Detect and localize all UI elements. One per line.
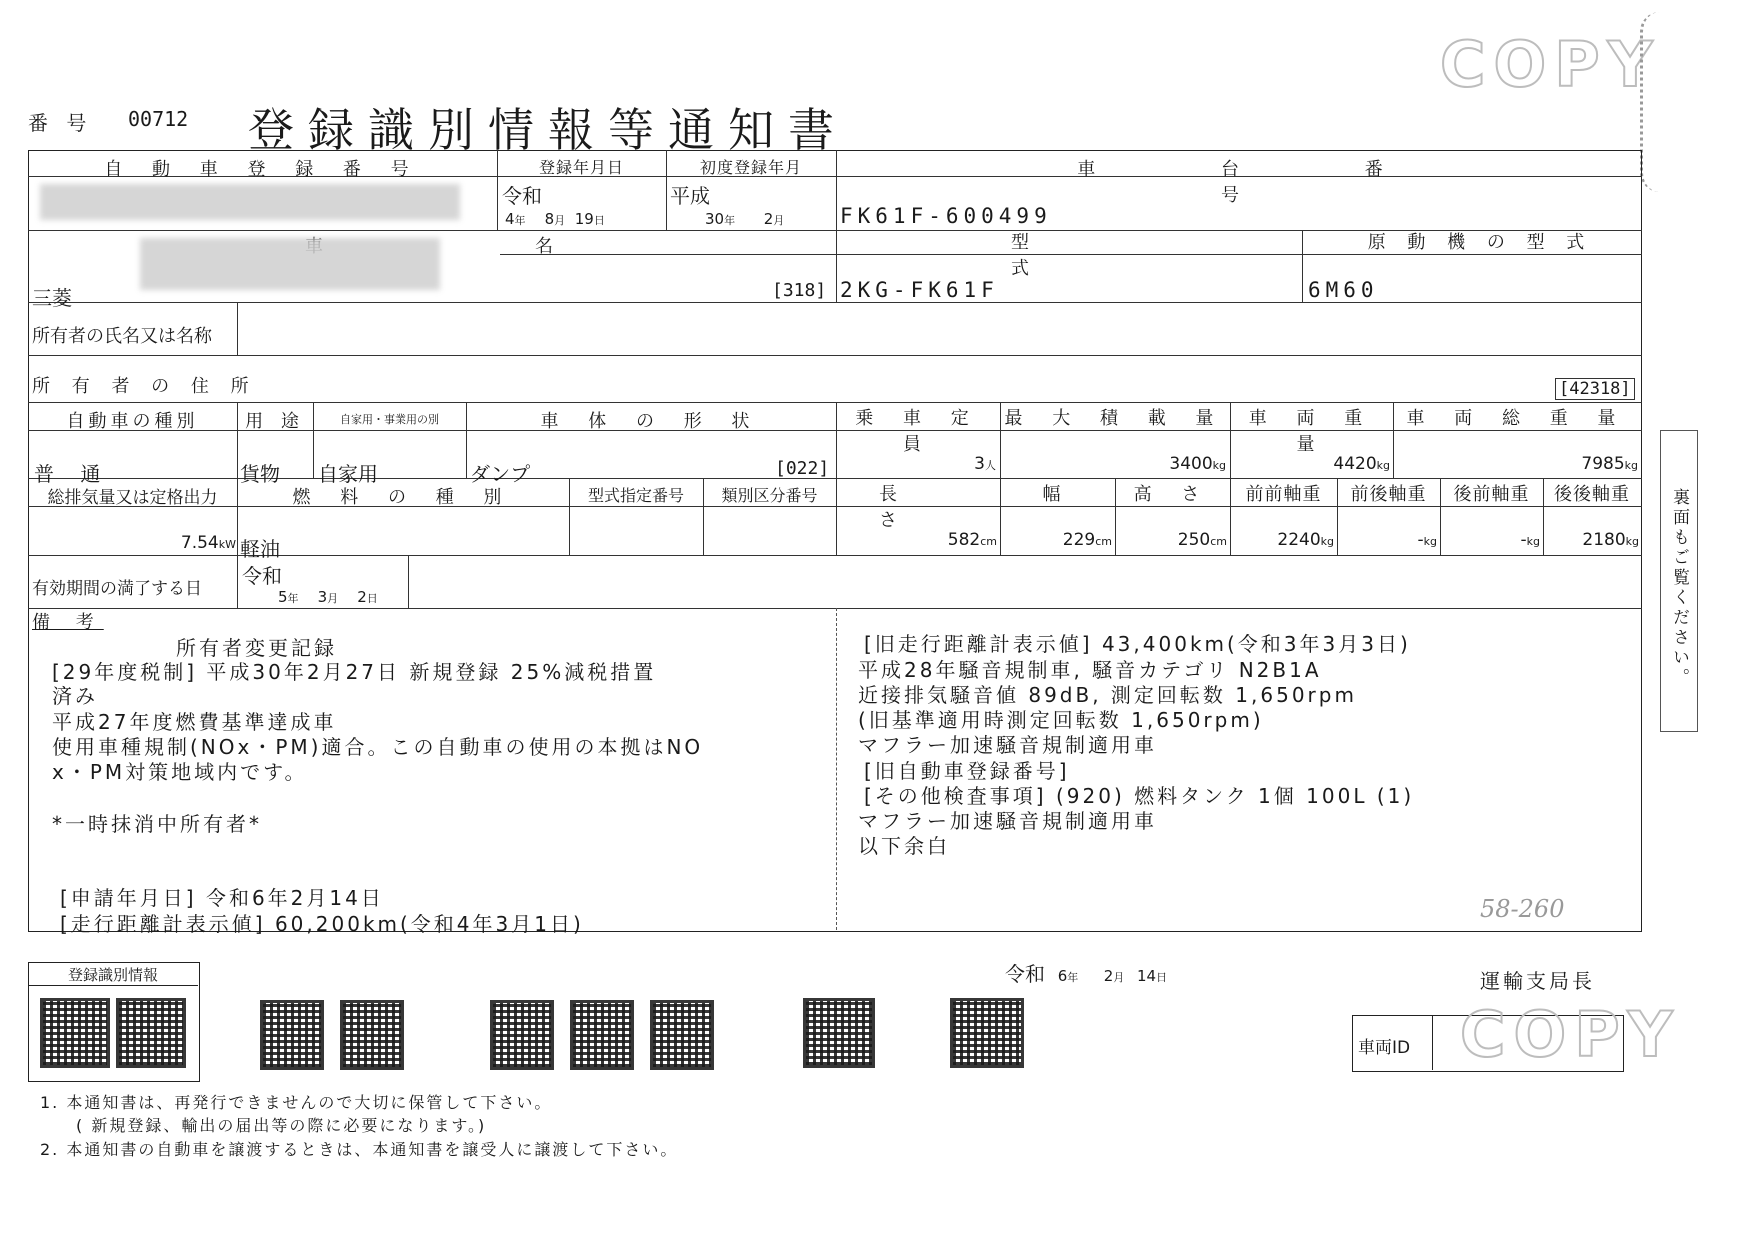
remarks-right-line-2: 近接排気騒音値 89dB, 測定回転数 1,650rpm — [858, 683, 1357, 707]
model-value: 2KG-FK61F — [840, 278, 999, 302]
rear-front-axle-header: 後前軸重 — [1453, 484, 1530, 505]
qr-code-8 — [803, 998, 875, 1068]
qr-code-2 — [116, 998, 186, 1068]
gross-weight-header: 車 両 総 重 量 — [1406, 408, 1628, 429]
remarks-right-line-4: マフラー加速騒音規制適用車 — [858, 733, 1157, 757]
footer-note-1: ( 新規登録、輸出の届出等の際に必要になります。) — [76, 1116, 487, 1135]
qr-code-7 — [650, 1000, 714, 1070]
first-reg-header: 初度登録年月 — [699, 158, 802, 177]
height-value: 250cm — [1177, 530, 1227, 550]
car-name-header-2: 名 — [535, 236, 565, 257]
remarks-right-line-6: [その他検査事項] (920) 燃料タンク 1個 100L (1) — [864, 784, 1415, 808]
qr-info-label: 登録識別情報 — [28, 964, 198, 986]
rear-rear-axle-value: 2180kg — [1582, 530, 1639, 550]
footer-note-2: 2. 本通知書の自動車を譲渡するときは、本通知書を譲受人に譲渡して下さい。 — [40, 1140, 679, 1159]
engine-model-value: 6M60 — [1308, 278, 1379, 302]
use-value: 貨物 — [240, 462, 280, 486]
owner-address-code: [42318] — [1555, 378, 1635, 400]
reg-date-era: 令和 — [502, 184, 542, 208]
remarks-left-line-5: x・PM対策地域内です。 — [52, 760, 308, 784]
body-shape-header: 車 体 の 形 状 — [540, 411, 762, 432]
remarks-label: 備 考 — [32, 612, 104, 633]
first-reg-era: 平成 — [670, 184, 710, 208]
decorative-border-ornament — [1640, 12, 1679, 192]
capacity-value: 3人 — [974, 454, 996, 474]
vehicle-id-label: 車両ID — [1358, 1038, 1411, 1058]
reg-number-header: 自 動 車 登 録 番 号 — [104, 159, 421, 180]
vehicle-kind-header: 自動車の種別 — [66, 411, 199, 432]
width-value: 229cm — [1062, 530, 1112, 550]
displacement-header: 総排気量又は定格出力 — [47, 488, 218, 508]
rear-rear-axle-header: 後後軸重 — [1554, 484, 1630, 505]
remarks-left-line-1: [29年度税制] 平成30年2月27日 新規登録 25%減税措置 — [52, 660, 657, 684]
front-rear-axle-header: 前後軸重 — [1350, 484, 1427, 505]
remarks-left-line-2: 済み — [52, 684, 98, 708]
page-title: 登録識別情報等通知書 — [248, 103, 848, 157]
length-header: 長 さ — [879, 484, 957, 531]
height-header: 高 さ — [1133, 484, 1212, 505]
number-label: 番 号 — [28, 111, 93, 135]
redacted-car-name — [140, 238, 440, 290]
private-value: 自家用 — [318, 462, 378, 486]
remarks-left-line-4: 使用車種規制(NOx・PM)適合。この自動車の使用の本拠はNO — [52, 735, 704, 759]
remarks-right-line-7: マフラー加速騒音規制適用車 — [858, 809, 1157, 833]
type-designation-header: 型式指定番号 — [587, 486, 684, 505]
chassis-number: FK61F-600499 — [840, 204, 1052, 228]
reg-date-header: 登録年月日 — [538, 158, 624, 177]
remarks-right-line-3: (旧基準適用時測定回転数 1,650rpm) — [858, 708, 1264, 732]
remarks-right-line-1: 平成28年騒音規制車, 騒音カテゴリ N2B1A — [858, 658, 1322, 682]
owner-address-label: 所 有 者 の 住 所 — [32, 376, 257, 397]
first-reg-value: 30年 2月 — [705, 210, 785, 228]
model-header: 型 式 — [1011, 232, 1149, 279]
issue-date: 令和 6年 2月 14日 — [1005, 962, 1168, 986]
body-shape-code: [022] — [775, 458, 830, 479]
qr-code-9 — [950, 998, 1024, 1068]
copy-watermark-bottom: COPY — [1460, 998, 1681, 1071]
remarks-right-line-8: 以下余白 — [858, 834, 950, 858]
capacity-header: 乗 車 定 員 — [855, 408, 981, 455]
rear-front-axle-value: -kg — [1520, 530, 1540, 550]
gross-weight-value: 7985kg — [1581, 454, 1638, 474]
handwritten-note: 58-260 — [1480, 895, 1565, 923]
vehicle-weight-header: 車 両 重 量 — [1248, 408, 1375, 455]
remarks-right-line-5: [旧自動車登録番号] — [864, 759, 1070, 783]
redacted-reg-number — [40, 184, 460, 220]
max-load-value: 3400kg — [1169, 454, 1226, 474]
expiry-era: 令和 — [242, 564, 282, 588]
footer-note-0: 1. 本通知書は、再発行できませんので大切に保管して下さい。 — [40, 1093, 553, 1112]
vehicle-weight-value: 4420kg — [1333, 454, 1390, 474]
qr-code-1 — [40, 998, 110, 1068]
front-front-axle-value: 2240kg — [1277, 530, 1334, 550]
copy-watermark-top: COPY — [1440, 28, 1661, 101]
displacement-value: 7.54kW — [180, 533, 236, 553]
remarks-left-line-7: *一時抹消中所有者* — [52, 812, 262, 836]
remarks-right-line-0: [旧走行距離計表示値] 43,400km(令和3年3月3日) — [864, 632, 1411, 656]
fuel-type-header: 燃 料 の 種 別 — [292, 487, 514, 508]
private-commercial-header: 自家用・事業用の別 — [340, 413, 439, 426]
odometer-reading: [走行距離計表示値] 60,200km(令和4年3月1日) — [60, 912, 584, 936]
qr-code-4 — [340, 1000, 404, 1070]
reg-date-value: 4年 8月 19日 — [505, 210, 605, 228]
width-header: 幅 — [1042, 484, 1073, 505]
length-value: 582cm — [947, 530, 997, 550]
chassis-header: 車 台 番 号 — [1077, 159, 1443, 206]
qr-code-5 — [490, 1000, 554, 1070]
expiry-date: 5年 3月 2日 — [278, 588, 378, 606]
max-load-header: 最 大 積 載 量 — [1004, 408, 1226, 429]
maker-code: [318] — [772, 280, 827, 301]
qr-code-6 — [570, 1000, 634, 1070]
remarks-left-line-3: 平成27年度燃費基準達成車 — [52, 710, 337, 734]
use-header: 用 途 — [245, 411, 305, 432]
category-number-header: 類別区分番号 — [721, 486, 818, 505]
side-note-text: 裏面もご覧ください。 — [1669, 488, 1689, 688]
front-rear-axle-value: -kg — [1417, 530, 1437, 550]
owner-name-label: 所有者の氏名又は名称 — [32, 326, 212, 347]
engine-model-header: 原 動 機 の 型 式 — [1367, 232, 1593, 253]
qr-code-3 — [260, 1000, 324, 1070]
remarks-left-line-0: 所有者変更記録 — [176, 636, 337, 660]
vehicle-id-divider — [1432, 1015, 1433, 1070]
application-date: [申請年月日] 令和6年2月14日 — [60, 886, 384, 910]
maker-name: 三菱 — [32, 286, 72, 310]
issuer-title: 運輸支局長 — [1480, 969, 1595, 993]
front-front-axle-header: 前前軸重 — [1245, 484, 1322, 505]
expiry-label: 有効期間の満了する日 — [32, 579, 202, 599]
number-value: 00712 — [128, 107, 189, 131]
fuel-type-value: 軽油 — [240, 537, 280, 561]
vehicle-kind-value: 普 通 — [34, 462, 111, 486]
body-shape-value: ダンプ — [470, 462, 531, 486]
